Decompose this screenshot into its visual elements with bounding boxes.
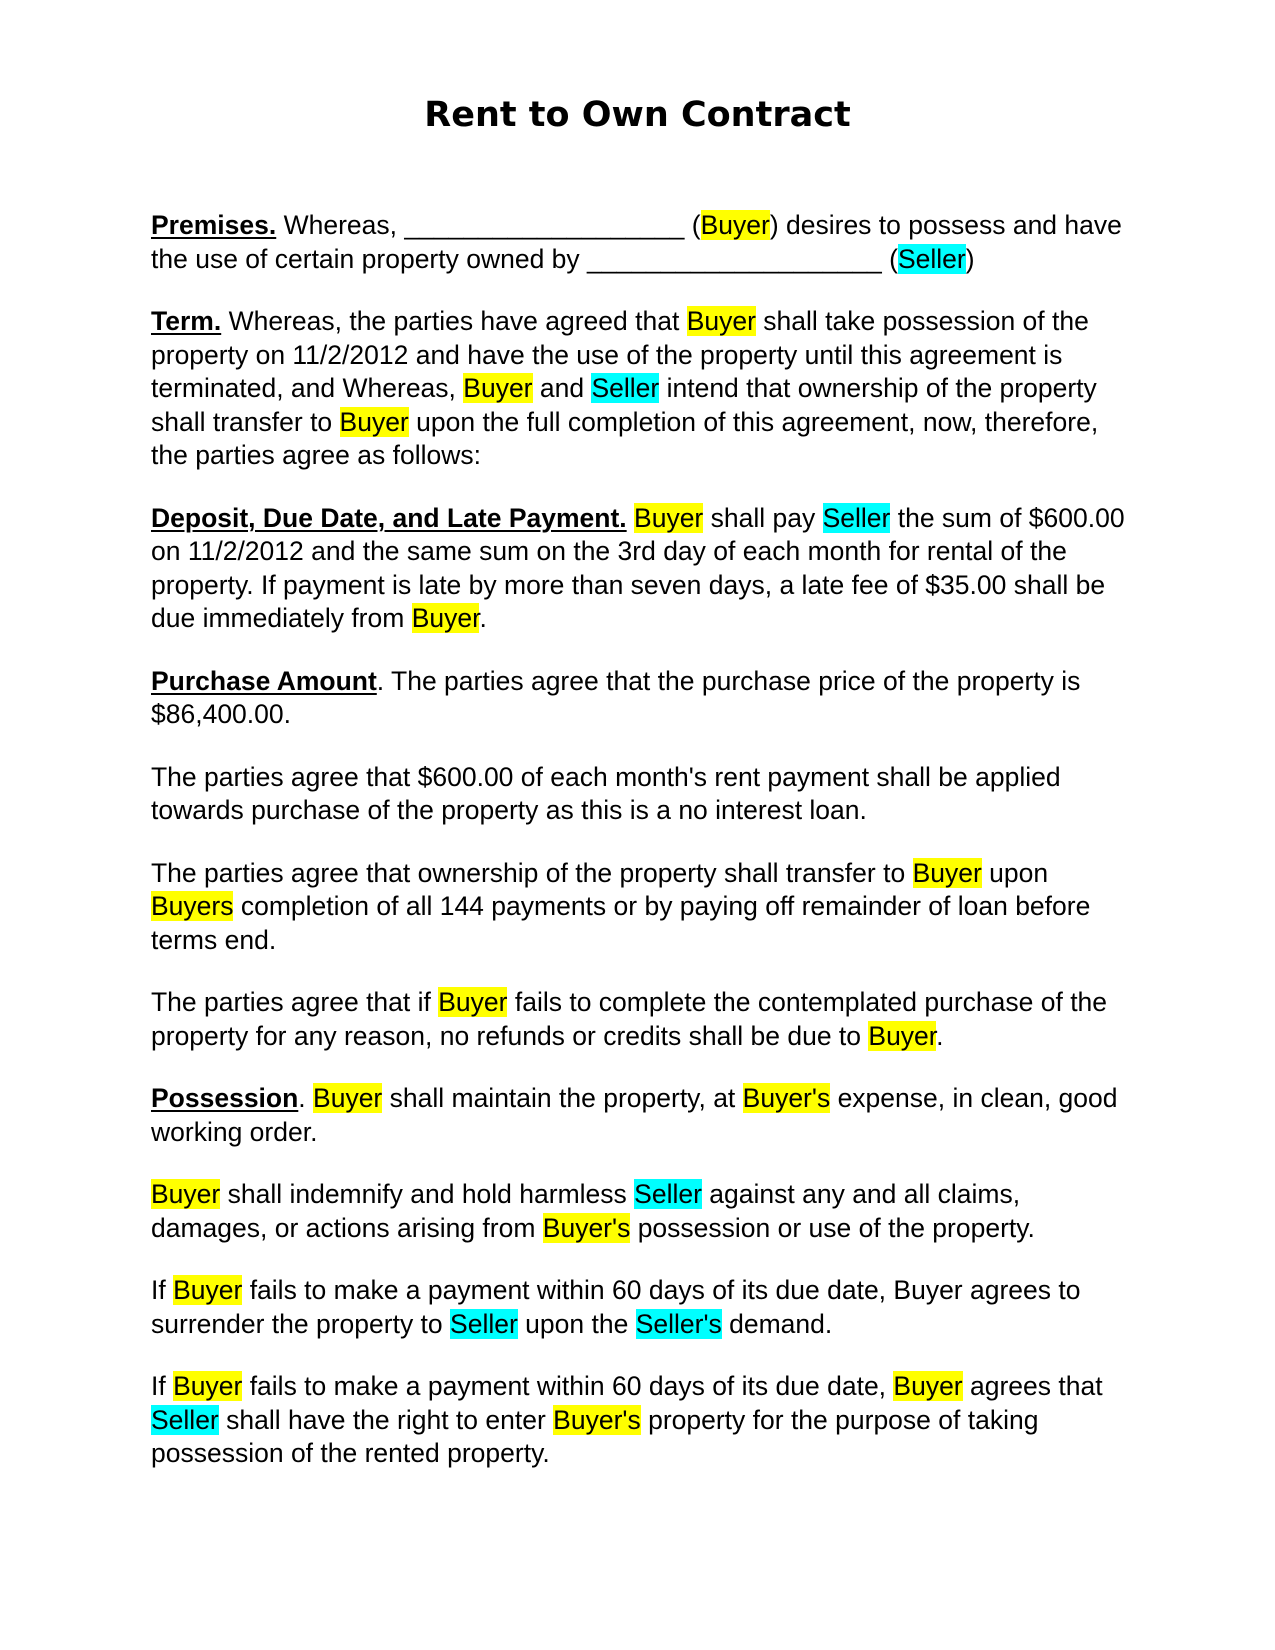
buyer-highlight: Buyer [411, 603, 480, 633]
contract-paragraph [151, 761, 1136, 828]
contract-paragraph [151, 209, 1136, 276]
body-text: . The parties agree that the purchase price of the property is $86,400.00. [151, 665, 1081, 729]
contract-body [151, 209, 1136, 1500]
buyer-highlight: Buyer [339, 406, 409, 437]
body-text: the sum of $600.00 on 11/2/2012 and the same sum on the 3rd day of each month for rental of the property. If payment is late by more than seven days, a late fee of $35.00 shall be due immediately from [151, 502, 1125, 633]
contract-paragraph [151, 986, 1136, 1053]
buyer-highlight: Buyer [700, 210, 770, 240]
body-text: intend that ownership of the property shall transfer to [151, 373, 1097, 437]
section-heading: Premises. [151, 210, 277, 240]
document-title: Rent to Own Contract [424, 95, 851, 136]
body-text: shall indemnify and hold harmless [220, 1179, 635, 1209]
buyer-highlight: Buyer [438, 987, 508, 1017]
body-text: If [151, 1275, 174, 1305]
body-text: demand. [721, 1308, 833, 1339]
body-text: Whereas, the parties have agreed that [221, 306, 687, 336]
buyer-highlight: Buyer [173, 1371, 243, 1401]
seller-highlight: Seller [634, 1179, 702, 1209]
contract-paragraph [151, 1082, 1136, 1149]
buyer-highlight: Buyer's [553, 1404, 641, 1435]
body-text: The parties agree that ownership of the property shall transfer to [151, 857, 913, 888]
body-text: expense, in clean, good working order. [151, 1083, 1118, 1147]
buyer-highlight: Buyer [634, 502, 704, 533]
body-text: ) desires to possess and have the use of certain property owned by ____________________ ( [151, 210, 1122, 274]
section-heading: Deposit, Due Date, and Late Payment. [151, 502, 627, 533]
section-heading: Term. [151, 306, 222, 336]
contract-paragraph [151, 1178, 1136, 1245]
body-text: and [532, 373, 592, 403]
body-text: If [151, 1371, 174, 1401]
body-text: Whereas, ___________________ ( [276, 210, 701, 240]
body-text: upon [981, 857, 1049, 888]
buyer-highlight: Buyer [686, 306, 756, 336]
body-text: fails to make a payment within 60 days of its due date, Buyer agrees to surrender the property to [151, 1275, 1081, 1339]
seller-highlight: Seller's [635, 1308, 722, 1339]
contract-paragraph [151, 857, 1136, 958]
body-text: . [298, 1083, 314, 1113]
body-text: fails to complete the contemplated purchase of the property for any reason, no refunds or credits shall be due to [151, 987, 1108, 1051]
section-heading: Possession [151, 1083, 299, 1113]
body-text: . [936, 1020, 944, 1051]
buyer-highlight: Buyer [463, 373, 533, 403]
contract-paragraph [151, 305, 1136, 473]
buyer-highlight: Buyer [313, 1083, 383, 1113]
body-text: shall have the right to enter [218, 1404, 554, 1435]
contract-paragraph [151, 1274, 1136, 1341]
buyer-highlight: Buyers [151, 891, 234, 921]
contract-paragraph [151, 502, 1136, 636]
body-text: The parties agree that if [151, 987, 439, 1017]
body-text: property for the purpose of taking possession of the rented property. [151, 1404, 1039, 1468]
body-text: upon the [517, 1308, 636, 1339]
body-text: against any and all claims, damages, or actions arising from [151, 1179, 1021, 1243]
buyer-highlight: Buyer [912, 857, 982, 888]
body-text: upon the full completion of this agreement, now, therefore, the parties agree as follows: [151, 406, 1099, 470]
buyer-highlight: Buyer's [742, 1083, 831, 1113]
body-text: ) [965, 243, 975, 274]
body-text: fails to make a payment within 60 days of its due date, [242, 1371, 894, 1401]
buyer-highlight: Buyer [868, 1020, 937, 1051]
seller-highlight: Seller [591, 373, 660, 403]
buyer-highlight: Buyer [151, 1179, 221, 1209]
contract-paragraph [151, 665, 1136, 732]
body-text: The parties agree that $600.00 of each month's rent payment shall be applied towards purchase of the property as this is a no interest loan. [151, 761, 1061, 825]
seller-highlight: Seller [822, 502, 891, 533]
body-text: shall pay [703, 502, 823, 533]
seller-highlight: Seller [151, 1404, 219, 1435]
seller-highlight: Seller [897, 243, 966, 274]
body-text: . [479, 603, 487, 633]
body-text: possession or use of the property. [630, 1212, 1035, 1243]
body-text: completion of all 144 payments or by paying off remainder of loan before terms end. [151, 891, 1091, 955]
buyer-highlight: Buyer [173, 1275, 243, 1305]
body-text: shall maintain the property, at [382, 1083, 743, 1113]
contract-paragraph [151, 1370, 1136, 1471]
body-text [627, 503, 634, 533]
seller-highlight: Seller [450, 1308, 518, 1339]
section-heading: Purchase Amount [151, 665, 377, 696]
buyer-highlight: Buyer [893, 1371, 963, 1401]
body-text: agrees that [962, 1371, 1103, 1401]
buyer-highlight: Buyer's [542, 1212, 631, 1243]
body-text: shall take possession of the property on 11/2/2012 and have the use of the property until this agreement is terminated, and Whereas, [151, 306, 1089, 403]
